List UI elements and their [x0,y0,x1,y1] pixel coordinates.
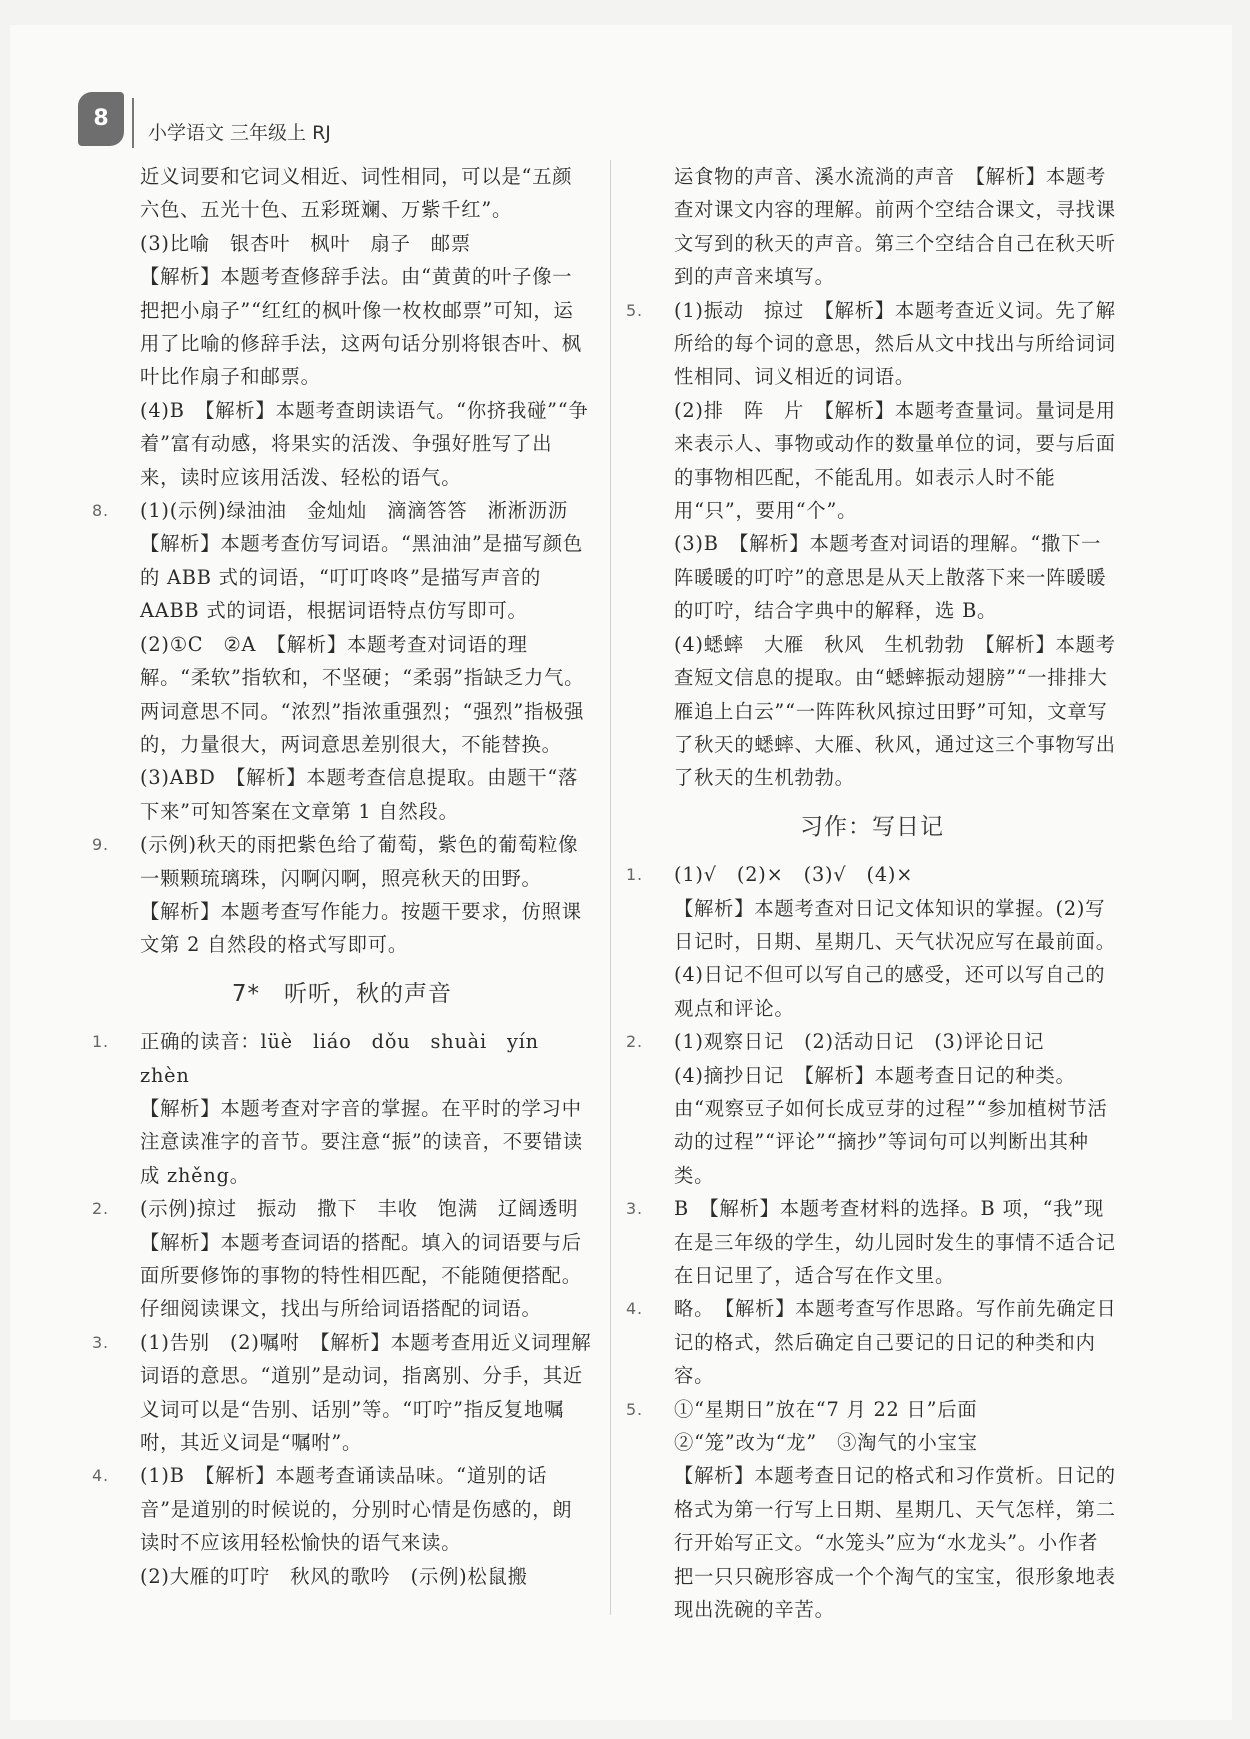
answer-text: ②“笼”改为“龙” ③淘气的小宝宝 [674,1431,978,1455]
answer-text: (3)B 【解析】本题考查对词语的理解。“撒下一阵暖暖的叮咛”的意思是从天上散落下来一阵暖暖的叮咛，结合字典中的解释，选 B。 [674,532,1107,623]
answer-text: B 【解析】本题考查材料的选择。B 项，“我”现在是三年级的学生，幼儿园时发生的事情不适合记在日记里了，适合写在作文里。 [674,1197,1116,1287]
answer-text: (4)蟋蟀 大雁 秋风 生机勃勃 【解析】本题考查短文信息的提取。由“蟋蟀振动翅膀”“一排排大雁追上白云”“一阵阵秋风掠过田野”可知，文章写了秋天的蟋蟀、大雁、秋风，通过这三个事物写出了秋天的生机勃勃。 [674,632,1116,790]
question-1 [92,1025,592,1192]
question-3 [626,1192,1118,1292]
question-number: 4. [92,1466,109,1486]
section-title: 习作：写日记 [800,813,944,840]
question-number: 3. [92,1332,109,1352]
question-number: 3. [626,1199,643,1219]
answer-text: (1)观察日记 (2)活动日记 (3)评论日记 [674,1030,1045,1054]
answer-text: (1)(示例)绿油油 金灿灿 滴滴答答 淅淅沥沥 [140,499,568,523]
text-block: (3)比喻 银杏叶 枫叶 扇子 邮票 [140,231,471,255]
answer-text: (1)振动 掠过 【解析】本题考查近义词。先了解所给的每个词的意思，然后从文中找出与所给词词性相同、词义相近的词语。 [674,298,1116,389]
question-number: 2. [92,1199,109,1219]
question-number: 2. [626,1032,643,1052]
answer-text: (1)√ (2)× (3)√ (4)× [674,863,914,887]
question-4 [92,1459,592,1593]
answer-text: 【解析】本题考查词语的搭配。填入的词语要与后面所要修饰的事物的特性相匹配，不能随便搭配。仔细阅读课文，找出与所给词语搭配的词语。 [140,1230,582,1321]
page-number: 8 [78,92,124,146]
question-5 [626,294,1118,795]
answer-text: (1)告别 (2)嘱咐 【解析】本题考查用近义词理解词语的意思。“道别”是动词，指离别、分手，其近义词可以是“告别、话别”等。“叮咛”指反复地嘱咐，其近义词是“嘱咐”。 [140,1330,592,1455]
answer-text: (4)摘抄日记 【解析】本题考查日记的种类。由“观察豆子如何长成豆芽的过程”“参加植树节活动的过程”“评论”“摘抄”等词句可以判断出其种类。 [674,1063,1108,1187]
answer-text: 【解析】本题考查写作能力。按题干要求，仿照课文第 2 自然段的格式写即可。 [140,899,582,957]
column-divider [610,160,611,1615]
question-number: 5. [626,300,643,320]
question-2 [92,1192,592,1326]
answer-text: 正确的读音：lüè liáo dǒu shuài yín zhèn [140,1030,559,1087]
header-divider [132,98,134,148]
text-block: 运食物的声音、溪水流淌的声音 【解析】本题考查对课文内容的理解。前两个空结合课文，寻找课文写到的秋天的声音。第三个空结合自己在秋天听到的声音来填写。 [674,165,1116,289]
answer-text: (1)B 【解析】本题考查诵读品味。“道别的话音”是道别的时候说的，分别时心情是伤感的，朗读时不应该用轻松愉快的语气来读。 [140,1464,573,1555]
answer-text: ①“星期日”放在“7 月 22 日”后面 [674,1397,978,1421]
book-title: 小学语文 三年级上 RJ [148,122,331,144]
question-2 [626,1025,1118,1192]
question-9 [92,828,592,962]
answer-text: 【解析】本题考查仿写词语。“黑油油”是描写颜色的 ABB 式的词语，“叮叮咚咚”是描写声音的 AABB 式的词语，根据词语特点仿写即可。 [140,532,584,623]
question-1 [626,858,1118,1025]
question-number: 4. [626,1299,643,1319]
text-block: 【解析】本题考查修辞手法。由“黄黄的叶子像一把把小扇子”“红红的枫叶像一枚枚邮票”可知，运用了比喻的修辞手法，这两句话分别将银杏叶、枫叶比作扇子和邮票。 [140,265,582,389]
answer-text: 略。 【解析】本题考查写作思路。写作前先确定日记的格式，然后确定自己要记的日记的种类和内容。 [674,1297,1117,1388]
answer-text: 【解析】本题考查对日记文体知识的掌握。(2)写日记时，日期、星期几、天气状况应写在最前面。(4)日记不但可以写自己的感受，还可以写自己的观点和评论。 [674,896,1116,1020]
answer-text: 【解析】本题考查日记的格式和习作赏析。日记的格式为第一行写上日期、星期几、天气怎样，第二行开始写正文。“水笼头”应为“水龙头”。小作者把一只只碗形容成一个个淘气的宝宝，很形象地表现出洗碗的辛苦。 [674,1464,1116,1622]
answer-text: (2)大雁的叮咛 秋风的歌吟 (示例)松鼠搬 [140,1564,528,1588]
answer-text: (3)ABD 【解析】本题考查信息提取。由题干“落下来”可知答案在文章第 1 自然段。 [140,766,579,823]
question-4 [626,1292,1118,1392]
right-column [626,160,1118,1626]
text-block: (4)B 【解析】本题考查朗读语气。“你挤我碰”“争着”富有动感，将果实的活泼、争强好胜写了出来，读时应该用活泼、轻松的语气。 [140,398,589,489]
question-number: 1. [626,865,643,885]
question-number: 8. [92,501,109,521]
text-block: 近义词要和它词义相近、词性相同，可以是“五颜六色、五光十色、五彩斑斓、万紫千红”。 [140,165,573,222]
answer-text: (2)①C ②A 【解析】本题考查对词语的理解。“柔软”指软和，不坚硬；“柔弱”指缺乏力气。两词意思不同。“浓烈”指浓重强烈；“强烈”指极强的，力量很大，两词意思差别很大，不能替换。 [140,632,585,756]
section-title: 7* 听听，秋的声音 [231,980,453,1007]
question-8 [92,494,592,828]
answer-text: (2)排 阵 片 【解析】本题考查量词。量词是用来表示人、事物或动作的数量单位的词，要与后面的事物相匹配，不能乱用。如表示人时不能用“只”，要用“个”。 [674,398,1116,523]
answer-text: (示例)掠过 振动 撒下 丰收 饱满 辽阔透明 [140,1197,579,1221]
answer-text: (示例)秋天的雨把紫色给了葡萄，紫色的葡萄粒像一颗颗琉璃珠，闪啊闪啊，照亮秋天的田野。 [140,833,579,890]
left-column [92,160,592,1593]
question-3 [92,1326,592,1460]
answer-text: 【解析】本题考查对字音的掌握。在平时的学习中注意读准字的音节。要注意“振”的读音，不要错读成 zhěng。 [140,1096,584,1187]
question-number: 9. [92,835,109,855]
question-5 [626,1393,1118,1627]
question-number: 5. [626,1399,643,1419]
question-number: 1. [92,1032,109,1052]
